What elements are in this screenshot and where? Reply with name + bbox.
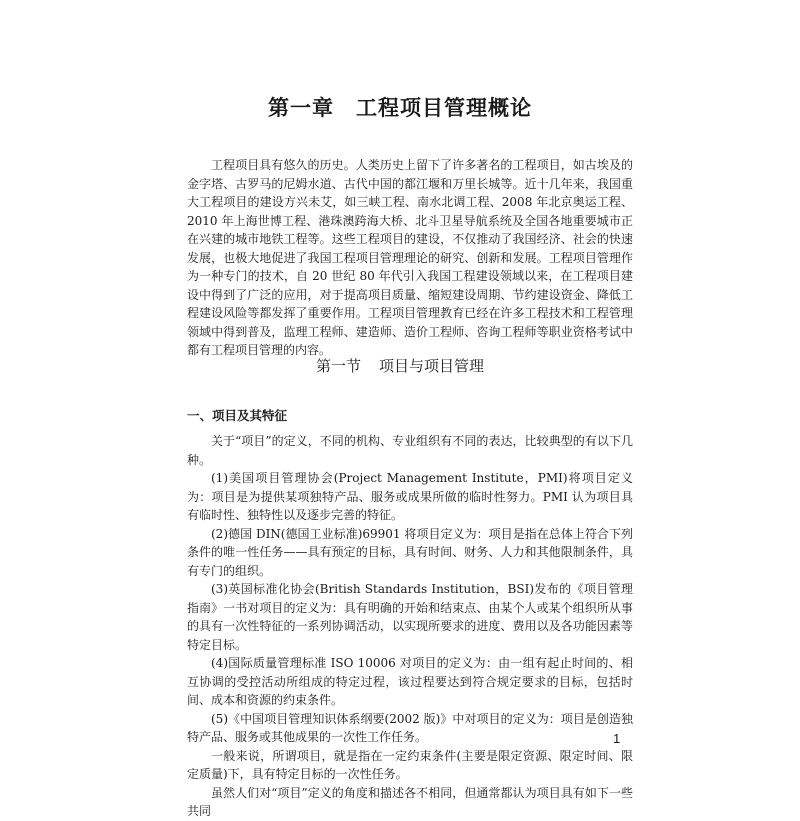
page-number: 1 [613, 731, 621, 746]
paragraph: 一般来说，所谓项目，就是指在一定约束条件(主要是限定资源、限定时间、限定质量)下，具有特定目标的一次性任务。 [187, 748, 633, 781]
subsection-title: 一、项目及其特征 [187, 408, 288, 423]
paragraph: (2)德国 DIN(德国工业标准)69901 将项目定义为：项目是指在总体上符合下列条件的唯一性任务——具有预定的目标，具有时间、财务、人力和其他限制条件，具有专门的组织。 [187, 526, 633, 578]
paragraph: 虽然人们对“项目”定义的角度和描述各不相同，但通常都认为项目具有如下一些共同 [187, 785, 633, 818]
paragraph: 关于“项目”的定义，不同的机构、专业组织有不同的表达，比较典型的有以下几种。 [187, 434, 633, 467]
paragraph: (1)美国项目管理协会(Project Management Institute，PMI)将项目定义为：项目是为提供某项独特产品、服务或成果所做的临时性努力。PMI 认为项目具有临时性、独特性以及逐步完善的特征。 [187, 471, 633, 522]
chapter-name: 工程项目管理概论 [356, 95, 532, 120]
paragraph: (3)英国标准化协会(British Standards Institution，BSI)发布的《项目管理指南》一书对项目的定义为：具有明确的开始和结束点、由某个人或某个组织所从事的具有一次性特征的一系列协调活动，以实现所要求的进度、费用以及各功能因素等特定目标。 [187, 582, 633, 652]
chapter-number: 第一章 [268, 95, 334, 120]
section-title [0, 355, 800, 377]
intro-paragraph: 工程项目具有悠久的历史。人类历史上留下了许多著名的工程项目，如古埃及的金字塔、古罗马的尼姆水道、古代中国的都江堰和万里长城等。近十几年来，我国重大工程项目的建设方兴未艾，如三峡工程、南水北调工程、2008 年北京奥运工程、2010 年上海世博工程、港珠澳跨海大桥、北斗卫星导航系统及全国各地重要城市正在兴建的城市地铁工程等。这些工程项目的建设，不仅推动了我国经济、社会的快速发展，也极大地促进了我国工程项目管理理论的研究、创新和发展。工程项目管理作为一种专门的技术，自 20 世纪 80 年代引入我国工程建设领域以来，在工程项目建设中得到了广泛的应用，对于提高项目质量、缩短建设周期、节约建设资金、降低工程建设风险等都发挥了重要作用。工程项目管理教育已经在许多工程技术和工程管理领域中得到普及，监理工程师、建造师、造价工程师、咨询工程师等职业资格考试中都有工程项目管理的内容。 [187, 158, 633, 357]
section-number: 第一节 [315, 357, 361, 375]
intro-section [187, 156, 633, 360]
paragraph: (4)国际质量管理标准 ISO 10006 对项目的定义为：由一组有起止时间的、相互协调的受控活动所组成的特定过程，该过程要达到符合规定要求的目标，包括时间、成本和资源的约束条件。 [187, 656, 633, 707]
section-name: 项目与项目管理 [379, 357, 485, 375]
paragraph: (5)《中国项目管理知识体系纲要(2002 版)》中对项目的定义为：项目是创造独特产品、服务或其他成果的一次性工作任务。 [187, 711, 633, 744]
chapter-title [0, 93, 800, 123]
definitions-body [187, 432, 633, 821]
